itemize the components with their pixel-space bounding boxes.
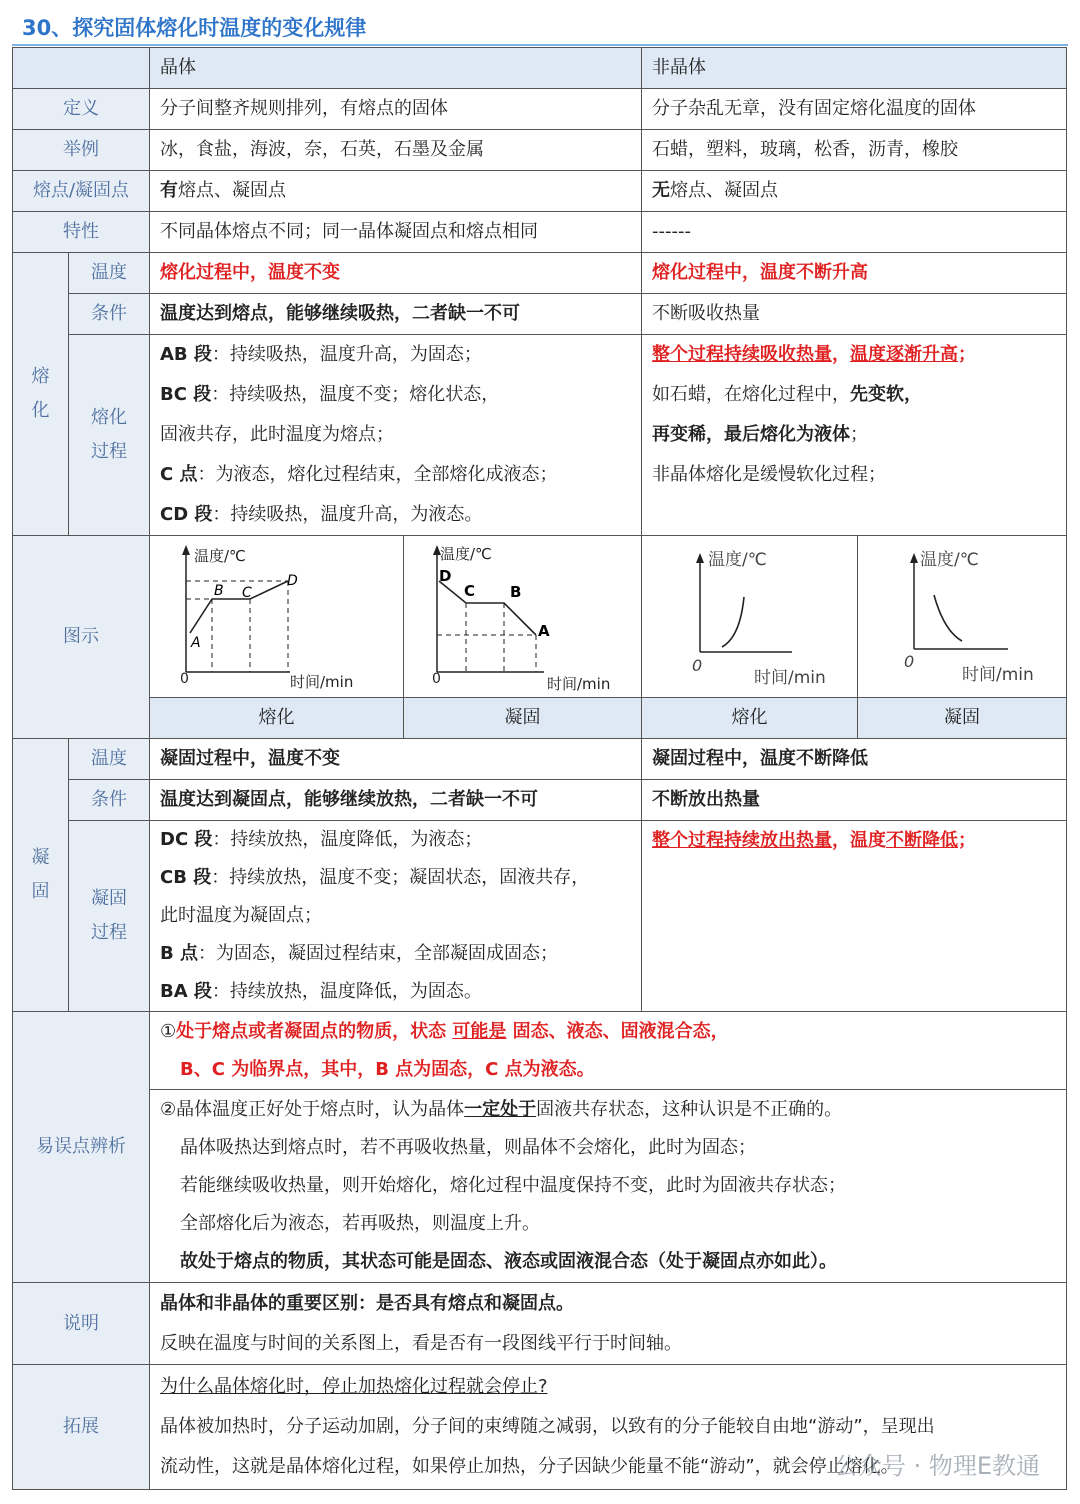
fig2-point-a: A: [538, 621, 550, 640]
amorphous-melting-process: [642, 335, 1067, 536]
mistakes-point-1: ①处于熔点或者凝固点的物质，状态 可能是 固态、液态、固液混合态， B、C 为临界点，其中，B 点为固态，C 点为液态。: [150, 1012, 1067, 1090]
header-corner: [13, 48, 150, 89]
row-melting-temp: [13, 253, 1067, 294]
fig1-x-label: 时间/min: [290, 672, 354, 691]
title-underline: [12, 44, 1068, 46]
label-examples: 举例: [13, 130, 150, 171]
header-amorphous: 非晶体: [642, 48, 1067, 89]
crystal-melting-point: [150, 171, 642, 212]
amorphous-solidify-process: [642, 821, 1067, 1012]
fig3-y-label: 温度/℃: [708, 549, 767, 570]
fig1-point-b: B: [214, 582, 224, 599]
figure-amorphous-solidify: [858, 536, 1067, 698]
fig1-y-label: 温度/℃: [194, 546, 246, 565]
amorphous-melting-temp: 熔化过程中，温度不断升高: [642, 253, 1067, 294]
fig1-point-a: A: [191, 634, 201, 651]
crystal-melting-point-bold: 有: [160, 180, 178, 201]
crystal-solidify-temp: 凝固过程中，温度不变: [150, 739, 642, 780]
caption-crystal-solidify: 凝固: [404, 698, 642, 739]
fig3-x-label: 时间/min: [754, 667, 826, 688]
label-melting-temp: 温度: [69, 253, 150, 294]
solidify-line-3: 此时温度为凝固点；: [160, 905, 322, 926]
comparison-table: [12, 47, 1067, 1490]
amorphous-melting-point-rest: 熔点、凝固点: [670, 180, 778, 201]
crystal-melting-condition: 温度达到熔点，能够继续吸热，二者缺一不可: [150, 294, 642, 335]
group-label-melting: 熔 化: [13, 253, 69, 536]
solidify-line-5: BA 段：持续放热，温度降低，为固态。: [160, 981, 482, 1002]
label-solidify-process: 凝固 过程: [69, 821, 150, 1012]
crystal-solidify-condition: 温度达到凝固点，能够继续放热，二者缺一不可: [150, 780, 642, 821]
page-title: 30、探究固体熔化时温度的变化规律: [22, 16, 367, 40]
caption-crystal-melting: 熔化: [150, 698, 404, 739]
label-definition: 定义: [13, 89, 150, 130]
row-melting-condition: [13, 294, 1067, 335]
row-figures: [13, 536, 1067, 698]
caption-amorphous-solidify: 凝固: [858, 698, 1067, 739]
fig1-origin: 0: [180, 670, 189, 687]
crystal-melting-point-rest: 熔点、凝固点: [178, 180, 286, 201]
row-solidify-temp: [13, 739, 1067, 780]
melting-line-3: 固液共存，此时温度为熔点；: [160, 424, 394, 445]
crystal-property: 不同晶体熔点不同；同一晶体凝固点和熔点相同: [150, 212, 642, 253]
amorphous-melting-line-1: 整个过程持续吸收热量，温度逐渐升高；: [652, 344, 976, 365]
crystal-solidify-process: [150, 821, 642, 1012]
amorphous-melting-line-2: 如石蜡，在熔化过程中，先变软，: [652, 384, 922, 405]
fig2-x-label: 时间/min: [547, 674, 611, 693]
amorphous-melting-line-3: 再变稀，最后熔化为液体；: [652, 424, 868, 445]
fig2-origin: 0: [432, 670, 441, 687]
figure-amorphous-melting: [642, 536, 858, 698]
row-melting-point: [13, 171, 1067, 212]
label-melting-point: 熔点/凝固点: [13, 171, 150, 212]
crystal-definition: 分子间整齐规则排列，有熔点的固体: [150, 89, 642, 130]
label-melting-process: 熔化 过程: [69, 335, 150, 536]
label-note: 说明: [13, 1283, 150, 1365]
crystal-melting-process: [150, 335, 642, 536]
row-examples: [13, 130, 1067, 171]
fig2-y-label: 温度/℃: [440, 544, 492, 563]
label-solidify-condition: 条件: [69, 780, 150, 821]
melting-line-1: AB 段：持续吸热，温度升高，为固态；: [160, 344, 482, 365]
extension-content: 为什么晶体熔化时，停止加热熔化过程就会停止? 晶体被加热时，分子运动加剧，分子间的束缚随之减弱，以致有的分子能较自由地“游动”，呈现出 流动性，这就是晶体熔化过程，如果停止加热，分子因缺少能量不能“游动”，就会停止熔化。: [150, 1365, 1067, 1490]
fig2-point-b: B: [510, 582, 522, 601]
row-melting-process: [13, 335, 1067, 536]
label-solidify-temp: 温度: [69, 739, 150, 780]
label-figures: 图示: [13, 536, 150, 739]
caption-amorphous-melting: 熔化: [642, 698, 858, 739]
crystal-melting-temp: 熔化过程中，温度不变: [150, 253, 642, 294]
melting-line-5: CD 段：持续吸热，温度升高，为液态。: [160, 504, 483, 525]
amorphous-solidify-line-1: 整个过程持续放出热量，温度不断降低；: [652, 830, 976, 851]
amorphous-solidify-condition: 不断放出热量: [642, 780, 1067, 821]
watermark: 公众号 · 物理E教通: [833, 1452, 1040, 1480]
solidify-line-4: B 点：为固态，凝固过程结束，全部凝固成固态；: [160, 943, 558, 964]
fig4-y-label: 温度/℃: [920, 549, 979, 570]
fig1-point-d: D: [287, 572, 298, 589]
fig4-origin: 0: [904, 651, 915, 671]
header-row: [13, 48, 1067, 89]
row-definition: [13, 89, 1067, 130]
fig2-point-d: D: [439, 566, 452, 585]
solidify-line-1: DC 段：持续放热，温度降低，为液态；: [160, 829, 483, 850]
amorphous-solidify-temp: 凝固过程中，温度不断降低: [642, 739, 1067, 780]
amorphous-melting-point-bold: 无: [652, 180, 670, 201]
fig3-origin: 0: [692, 655, 703, 675]
figure-crystal-solidify: [404, 536, 642, 698]
row-solidify-condition: [13, 780, 1067, 821]
row-note: [13, 1283, 1067, 1365]
melting-line-2: BC 段：持续吸热，温度不变；熔化状态，: [160, 384, 500, 405]
label-mistakes: 易误点辨析: [13, 1012, 150, 1283]
label-melting-condition: 条件: [69, 294, 150, 335]
note-content: 晶体和非晶体的重要区别：是否具有熔点和凝固点。 反映在温度与时间的关系图上，看是否有一段图线平行于时间轴。: [150, 1283, 1067, 1365]
mistakes-point-2: ②晶体温度正好处于熔点时，认为晶体一定处于固液共存状态，这种认识是不正确的。 晶体吸热达到熔点时，若不再吸收热量，则晶体不会熔化，此时为固态； 若能继续吸收热量，则开始熔化，熔化过程中温度保持不变，此时为固液共存状态； 全部熔化后为液态，若再吸热，则温度上升。 故处于熔点的物质，其状态可能是固态、液态或固液混合态（处于凝固点亦如此）。: [150, 1090, 1067, 1283]
group-label-solidify: 凝 固: [13, 739, 69, 1012]
row-property: [13, 212, 1067, 253]
crystal-examples: 冰，食盐，海波，奈，石英，石墨及金属: [150, 130, 642, 171]
fig4-x-label: 时间/min: [962, 664, 1034, 685]
amorphous-property: ------: [642, 212, 1067, 253]
amorphous-examples: 石蜡，塑料，玻璃，松香，沥青，橡胶: [642, 130, 1067, 171]
label-property: 特性: [13, 212, 150, 253]
amorphous-melting-condition: 不断吸收热量: [642, 294, 1067, 335]
figure-crystal-melting: [150, 536, 404, 698]
melting-line-4: C 点：为液态，熔化过程结束，全部熔化成液态；: [160, 464, 558, 485]
amorphous-melting-line-4: 非晶体熔化是缓慢软化过程；: [652, 464, 886, 485]
fig2-point-c: C: [464, 581, 476, 600]
row-mistakes-2: [13, 1090, 1067, 1283]
row-mistakes-1: [13, 1012, 1067, 1090]
row-solidify-process: [13, 821, 1067, 1012]
amorphous-melting-point: [642, 171, 1067, 212]
fig1-point-c: C: [242, 584, 252, 601]
row-figure-captions: [13, 698, 1067, 739]
amorphous-definition: 分子杂乱无章，没有固定熔化温度的固体: [642, 89, 1067, 130]
solidify-line-2: CB 段：持续放热，温度不变；凝固状态，固液共存，: [160, 867, 590, 888]
header-crystal: 晶体: [150, 48, 642, 89]
label-extension: 拓展: [13, 1365, 150, 1490]
